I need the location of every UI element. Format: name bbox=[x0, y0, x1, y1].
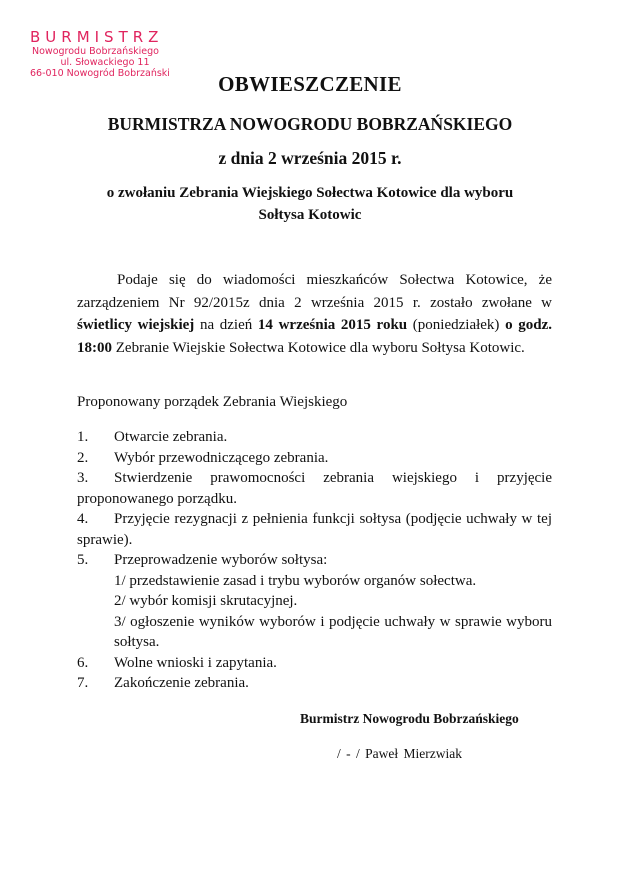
agenda-item-number: 2. bbox=[77, 449, 89, 466]
subject-text: o zwołaniu Zebrania Wiejskiego Sołectwa Kotowice dla wyboru Sołtysa Kotowic bbox=[106, 185, 514, 223]
paragraph-part: (poniedziałek) bbox=[407, 317, 506, 333]
agenda-item bbox=[77, 468, 552, 509]
announcement-paragraph bbox=[77, 269, 552, 359]
agenda-item-number: 6. bbox=[77, 654, 89, 671]
agenda-sub-item: 2/ wybór komisji skrutacyjnej. bbox=[114, 593, 298, 609]
document-issuer: BURMISTRZA NOWOGRODU BOBRZAŃSKIEGO bbox=[107, 114, 513, 134]
document-subject bbox=[0, 182, 620, 226]
agenda-item bbox=[77, 509, 552, 550]
agenda-item-text: Otwarcie zebrania. bbox=[114, 429, 228, 445]
stamp-title: BURMISTRZ bbox=[30, 28, 164, 46]
agenda-item-text: Przeprowadzenie wyborów sołtysa: bbox=[114, 552, 328, 568]
stamp-line-3: 66-010 Nowogród Bobrzański bbox=[30, 68, 170, 79]
paragraph-part: Podaje się do wiadomości mieszkańców Sołectwa Kotowice, że zarządzeniem Nr 92/2015z dnia 2 września 2015 r. zostało zwołane w bbox=[77, 272, 552, 311]
agenda-item-text: Wybór przewodniczącego zebrania. bbox=[114, 449, 329, 466]
agenda-list bbox=[77, 427, 552, 694]
paragraph-bold-date: 14 września 2015 roku bbox=[257, 317, 408, 333]
agenda-item-number: 3. bbox=[77, 470, 89, 486]
agenda-item-number: 1. bbox=[77, 429, 89, 445]
document-date: z dnia 2 września 2015 r. bbox=[218, 148, 402, 168]
stamp-line-1: Nowogrodu Bobrzańskiego bbox=[32, 46, 159, 57]
paragraph-part: na dzień bbox=[194, 317, 258, 333]
signature-title: Burmistrz Nowogrodu Bobrzańskiego bbox=[300, 711, 519, 726]
agenda-sub-item: 3/ ogłoszenie wyników wyborów i podjęcie uchwały w sprawie wyboru sołtysa. bbox=[114, 613, 552, 650]
agenda-item-text: Wolne wnioski i zapytania. bbox=[114, 654, 277, 671]
agenda-item bbox=[77, 653, 552, 674]
agenda-item-text: Stwierdzenie prawomocności zebrania wiejskiego i przyjęcie proponowanego porządku. bbox=[77, 470, 552, 507]
agenda-sub-item: 1/ przedstawienie zasad i trybu wyborów organów sołectwa. bbox=[114, 572, 477, 589]
agenda-item bbox=[77, 448, 552, 469]
agenda-item-text: Zakończenie zebrania. bbox=[114, 675, 249, 691]
agenda-heading: Proponowany porządek Zebrania Wiejskiego bbox=[77, 394, 348, 410]
agenda-item-number: 4. bbox=[77, 511, 89, 527]
agenda-item bbox=[77, 550, 552, 571]
signature-name: / - / Paweł Mierzwiak bbox=[337, 746, 462, 761]
paragraph-bold-place: świetlicy wiejskiej bbox=[77, 317, 195, 333]
paragraph-part: Zebranie Wiejskie Sołectwa Kotowice dla wyboru Sołtysa Kotowic. bbox=[112, 339, 525, 356]
paragraph-bold-time: o godz. 18:00 bbox=[77, 317, 553, 356]
agenda-item-text: Przyjęcie rezygnacji z pełnienia funkcji sołtysa (podjęcie uchwały w tej sprawie). bbox=[77, 511, 552, 548]
stamp-line-2: ul. Słowackiego 11 bbox=[60, 57, 150, 68]
agenda-item bbox=[77, 427, 552, 448]
agenda-item-number: 7. bbox=[77, 675, 89, 691]
document-title: OBWIESZCZENIE bbox=[218, 72, 402, 96]
agenda-item-number: 5. bbox=[77, 552, 89, 568]
agenda-item bbox=[77, 673, 552, 694]
